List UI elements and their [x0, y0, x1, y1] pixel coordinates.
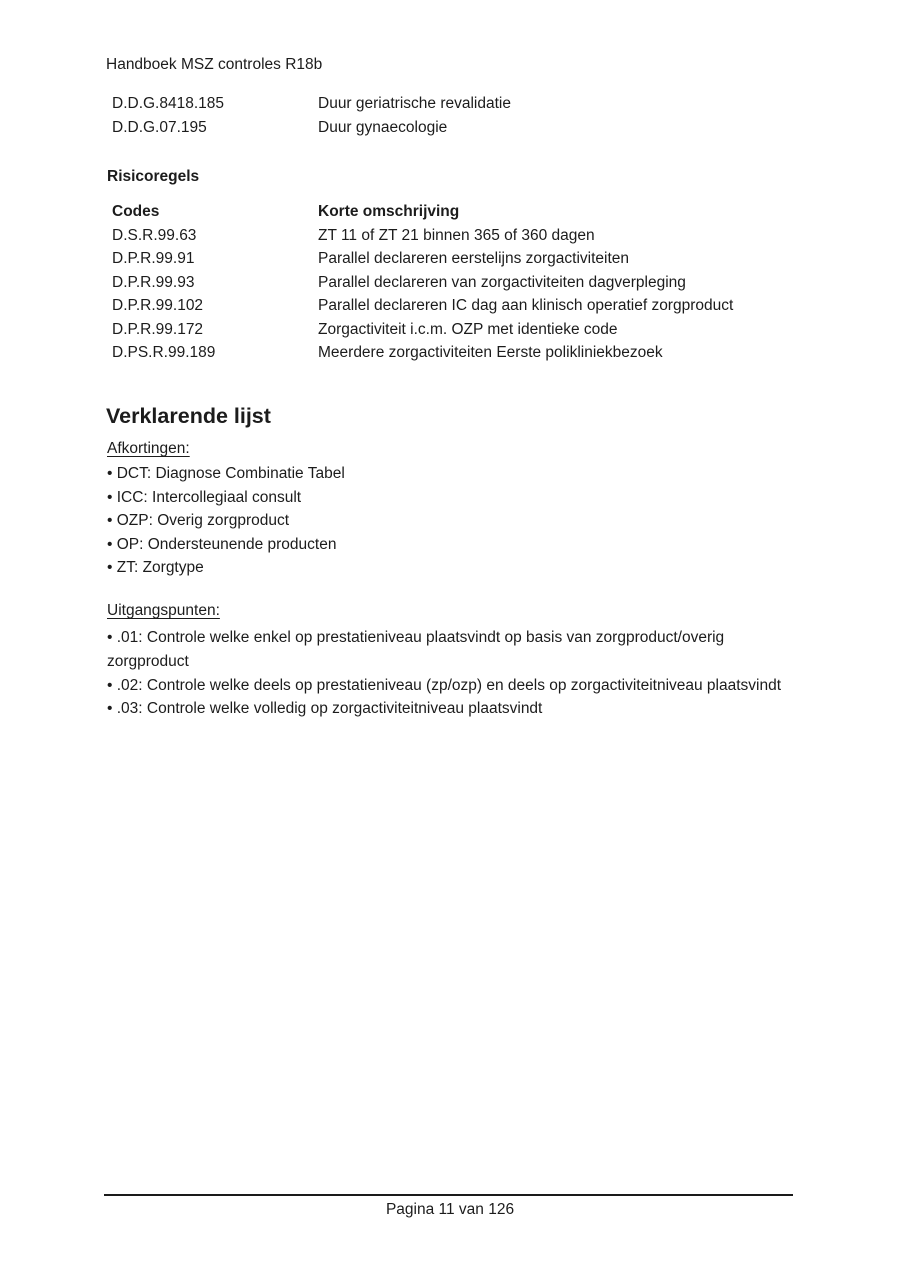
- table-row: [107, 294, 813, 318]
- table-row: [107, 318, 813, 342]
- table-cell-desc: Zorgactiviteit i.c.m. OZP met identieke code: [318, 320, 618, 338]
- column-header-codes: Codes: [112, 203, 160, 220]
- list-item: • ZT: Zorgtype: [107, 559, 204, 576]
- table-cell-desc: Parallel declareren eerstelijns zorgactiviteiten: [318, 250, 630, 267]
- table-cell-code: D.D.G.07.195: [112, 118, 207, 136]
- table-row: [107, 271, 813, 295]
- table-cell-code: D.P.R.99.172: [112, 320, 204, 338]
- table-cell-code: D.P.R.99.91: [112, 250, 195, 267]
- afkortingen-list: [107, 462, 345, 580]
- verklarende-lijst-heading: Verklarende lijst: [106, 404, 271, 428]
- table-cell-code: D.PS.R.99.189: [112, 344, 216, 361]
- table-cell-desc: Duur gynaecologie: [318, 118, 448, 136]
- footer-divider: [104, 1194, 793, 1196]
- uitgangspunten-heading: Uitgangspunten:: [107, 602, 220, 619]
- table-cell-desc: ZT 11 of ZT 21 binnen 365 of 360 dagen: [318, 226, 595, 244]
- list-item: • OZP: Overig zorgproduct: [107, 512, 290, 529]
- table-cell-desc: Parallel declareren IC dag aan klinisch operatief zorgproduct: [318, 297, 734, 314]
- risicoregels-table: [107, 200, 813, 365]
- table-row: [107, 247, 813, 271]
- list-item: • OP: Ondersteunende producten: [107, 535, 337, 553]
- afkortingen-heading: Afkortingen:: [107, 440, 190, 457]
- table-cell-code: D.P.R.99.93: [112, 273, 195, 291]
- page-footer: Pagina 11 van 126: [385, 1201, 515, 1218]
- table-cell-code: D.P.R.99.102: [112, 297, 204, 314]
- list-item: • DCT: Diagnose Combinatie Tabel: [107, 465, 345, 482]
- list-item: • .02: Controle welke deels op prestatieniveau (zp/ozp) en deels op zorgactiviteitniveau plaatsvindt: [107, 676, 782, 694]
- column-header-omschrijving: Korte omschrijving: [318, 203, 460, 220]
- list-item: • ICC: Intercollegiaal consult: [107, 488, 302, 506]
- table-cell-code: D.S.R.99.63: [112, 226, 197, 244]
- table-cell-code: D.D.G.8418.185: [112, 95, 225, 112]
- duur-table: [107, 92, 813, 139]
- page-header: Handboek MSZ controles R18b: [106, 56, 323, 73]
- list-item-continuation: zorgproduct: [107, 652, 189, 670]
- list-item: • .01: Controle welke enkel op prestatieniveau plaatsvindt op basis van zorgproduct/overig: [107, 629, 725, 646]
- list-item: • .03: Controle welke volledig op zorgactiviteitniveau plaatsvindt: [107, 700, 543, 718]
- risicoregels-heading: Risicoregels: [107, 168, 200, 185]
- table-row: [107, 341, 813, 365]
- uitgangspunten-list: [107, 626, 781, 721]
- table-row: [107, 224, 813, 248]
- table-cell-desc: Duur geriatrische revalidatie: [318, 95, 511, 112]
- table-row: [107, 92, 813, 116]
- table-header-row: [107, 200, 813, 224]
- table-row: [107, 116, 813, 140]
- table-cell-desc: Parallel declareren van zorgactiviteiten dagverpleging: [318, 273, 686, 291]
- table-cell-desc: Meerdere zorgactiviteiten Eerste polikliniekbezoek: [318, 344, 663, 361]
